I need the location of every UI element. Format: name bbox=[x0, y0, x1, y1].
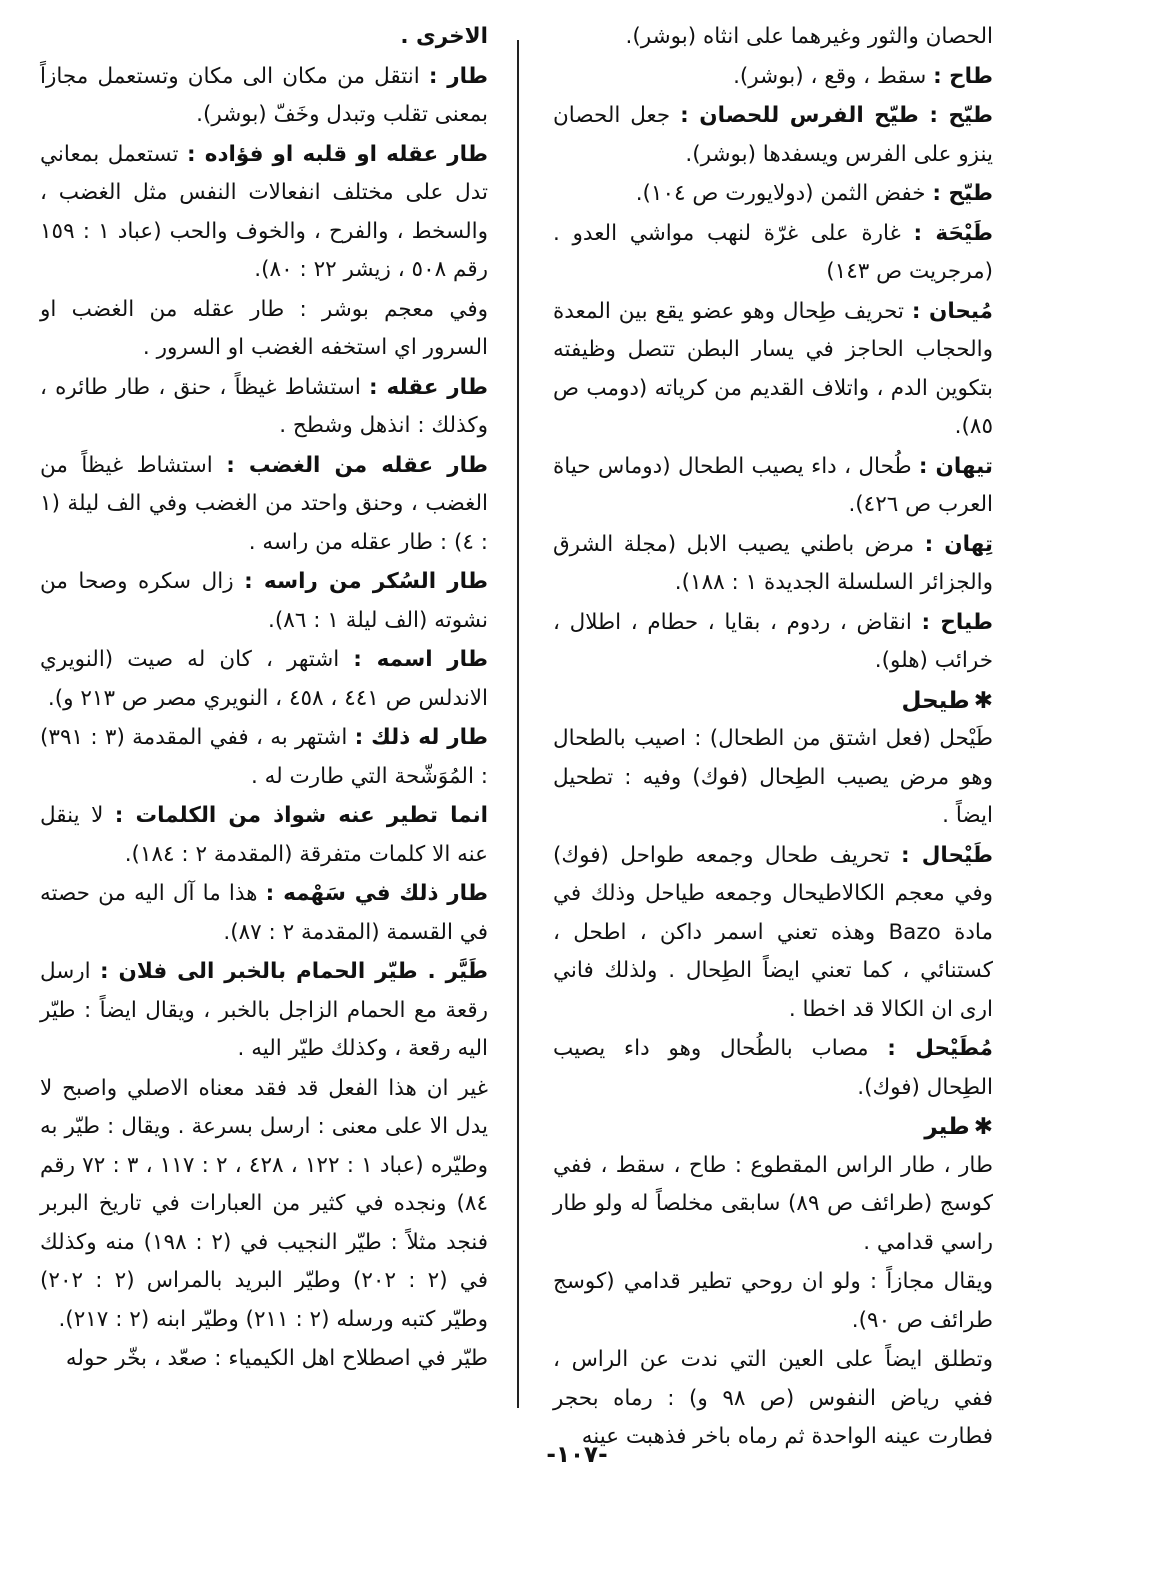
entry: تِهان : مرض باطني يصيب الابل (مجلة الشرق والجزائر السلسلة الجديدة ١ : ١٨٨). bbox=[553, 531, 993, 595]
entry: طار : انتقل من مكان الى مكان وتستعمل مجازاً بمعنى تقلب وتبدل وخَفّ (بوشر). bbox=[40, 63, 488, 127]
right-column bbox=[553, 18, 993, 1458]
asterisk-icon: ✱ bbox=[973, 1114, 993, 1140]
entry: طيّح : خفض الثمن (دولايورت ص ١٠٤). bbox=[635, 181, 993, 206]
entry: انما تطير عنه شواذ من الكلمات : لا ينقل عنه الا كلمات متفرقة (المقدمة ٢ : ١٨٤). bbox=[40, 803, 489, 867]
entry: طَيَّر . طيّر الحمام بالخبر الى فلان : ارسل رقعة مع الحمام الزاجل بالخبر ، ويقال ايضاً : طيّر اليه رقعة ، وكذلك طيّر اليه . bbox=[40, 959, 488, 1061]
column-divider bbox=[517, 40, 519, 1408]
entry: طَيْحَة : غارة على غرّة لنهب مواشي العدو . (مرجريت ص ١٤٣) bbox=[553, 220, 993, 284]
entry: طار عقله من الغضب : استشاط غيظاً من الغضب ، وحنق واحتد من الغضب وفي الف ليلة (١ : ٤) : طار عقله من راسه . bbox=[40, 452, 488, 555]
entry: طار ذلك في سَهْمه : هذا ما آل اليه من حصته في القسمة (المقدمة ٢ : ٨٧). bbox=[40, 881, 489, 945]
entry: طار اسمه : اشتهر ، كان له صيت (النويري الاندلس ص ٤٤١ ، ٤٥٨ ، النويري مصر ص ٢١٣ و). bbox=[40, 647, 488, 711]
entry: طار له ذلك : اشتهر به ، ففي المقدمة (٣ : ٣٩١) : المُوَشّحة التي طارت له . bbox=[40, 725, 489, 789]
entry: طار ، طار الراس المقطوع : طاح ، سقط ، ففي كوسج (طرائف ص ٨٩) سابقى مخلصاً له ولو طار راسي قدامي . bbox=[553, 1152, 993, 1255]
entry: طَيْحل (فعل اشتق من الطحال) : اصيب بالطحال وهو مرض يصيب الطِحال (فوك) وفيه : تطحيل ايضاً . bbox=[553, 726, 993, 828]
entry: وتطلق ايضاً على العين التي ندت عن الراس ، ففي رياض النفوس (ص ٩٨ و) : رماه بحجر فطارت عينه الواحدة ثم رماه باخر فذهبت عينه bbox=[553, 1347, 993, 1449]
entry: طاح : سقط ، وقع ، (بوشر). bbox=[733, 63, 993, 89]
entry: طار عقله : استشاط غيظاً ، حنق ، طار طائره ، وكذلك : انذهل وشطح . bbox=[40, 374, 489, 438]
entry: طار السُكر من راسه : زال سكره وصحا من نشوته (الف ليلة ١ : ٨٦). bbox=[40, 569, 488, 633]
asterisk-icon: ✱ bbox=[973, 687, 993, 714]
entry: غير ان هذا الفعل قد فقد معناه الاصلي واصبح لا يدل الا على معنى : ارسل بسرعة . ويقال : طيّر به وطيّره (عباد ١ : ١٢٢ ، ٤٢٨ ، ٢ : ١١٧ ، ٣ : ٧٢ رقم ٨٤) ونجده في كثير من العبارات في تاريخ البربر فنجد مثلاً : طيّر النجيب في (٢ : ١٩٨) منه وكذلك في (٢ : ٢٠٢) وطيّر البريد بالمراس (٢ : ٢٠٢) وطيّر كتبه ورسله (٢ : ٢١١) وطيّر ابنه (٢ : ٢١٧). bbox=[40, 1075, 488, 1332]
left-column bbox=[40, 18, 488, 1380]
entry: وفي معجم بوشر : طار عقله من الغضب او السرور اي استخفه الغضب او السرور . bbox=[40, 296, 488, 360]
entry: طياح : انقاض ، ردوم ، بقايا ، حطام ، اطلال ، خرائب (هلو). bbox=[553, 609, 993, 673]
entry: الاخرى . bbox=[400, 24, 488, 49]
entry: طيّر في اصطلاح اهل الكيمياء : صعّد ، بخّر حوله bbox=[65, 1346, 488, 1371]
entry: مُيحان : تحريف طِحال وهو عضو يقع بين المعدة والحجاب الحاجز في يسار البطن تتصل وظيفته بتكوين الدم ، واتلاف القديم من كرياته (دومب ص ٨٥). bbox=[553, 298, 993, 439]
entry: مُطَيْحل : مصاب بالطُحال وهو داء يصيب الطِحال (فوك). bbox=[553, 1036, 993, 1100]
section-heading: ✱طير bbox=[924, 1114, 993, 1140]
entry: تيهان : طُحال ، داء يصيب الطحال (دوماس حياة العرب ص ٤٢٦). bbox=[553, 453, 993, 517]
entry: طيّح : طيّح الفرس للحصان : جعل الحصان ينزو على الفرس ويسفدها (بوشر). bbox=[553, 103, 993, 167]
page-number: -١٠٧- bbox=[546, 1442, 608, 1468]
section-heading: ✱طيحل bbox=[901, 687, 993, 714]
entry: ويقال مجازاً : ولو ان روحي تطير قدامي (كوسج طرائف ص ٩٠). bbox=[553, 1269, 993, 1333]
entry: طار عقله او قلبه او فؤاده : تستعمل بمعاني تدل على مختلف انفعالات النفس مثل الغضب ، والسخط ، والفرح ، والخوف والحب (عباد ١ : ١٥٩ رقم ٥٠٨ ، زيشر ٢٢ : ٨٠). bbox=[40, 141, 488, 282]
entry: طَيْحال : تحريف طحال وجمعه طواحل (فوك) وفي معجم الكالاطيحال وجمعه طياحل وذلك في مادة Bazo وهذه تعني اسمر داكن ، اطحل ، كستنائي ، كما تعني ايضاً الطِحال . ولذلك فاني ارى ان الكالا قد اخطا . bbox=[553, 842, 993, 1022]
entry: الحصان والثور وغيرهما على انثاه (بوشر). bbox=[625, 24, 993, 49]
